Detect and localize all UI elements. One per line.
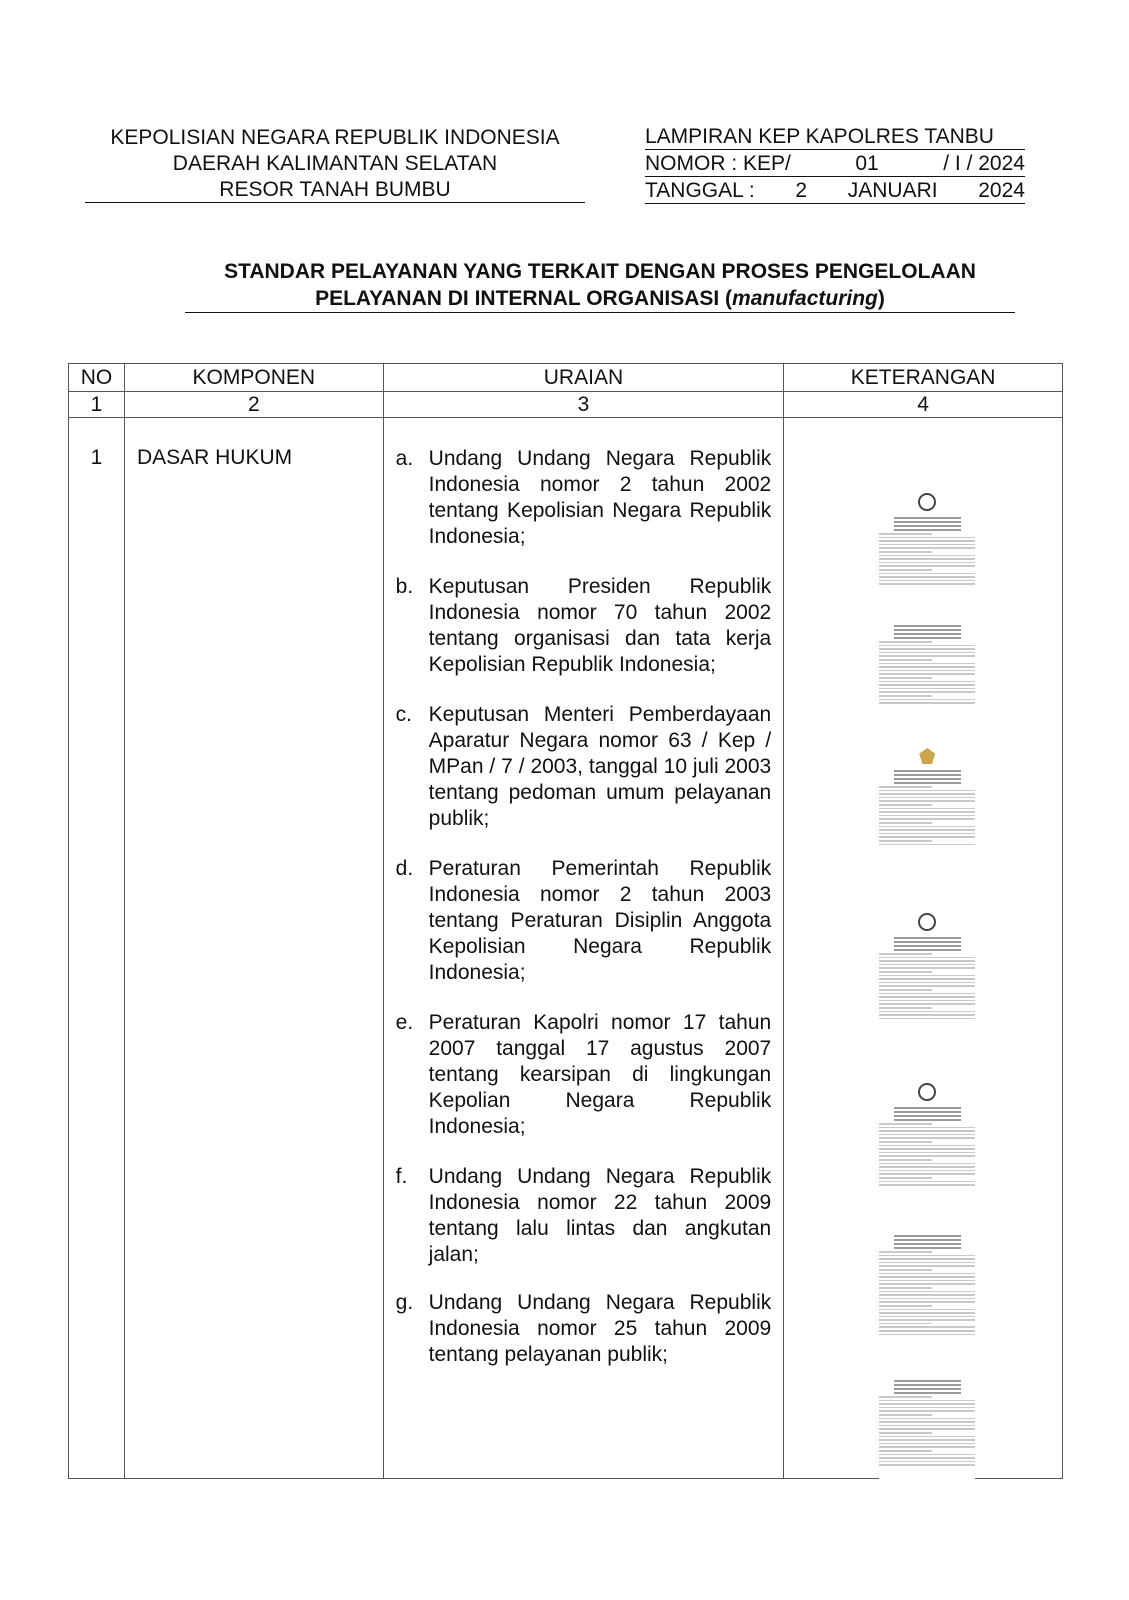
nomor-number: 01 bbox=[855, 152, 879, 175]
thumbnail-text-line bbox=[879, 1443, 975, 1445]
col-number: 1 bbox=[69, 392, 125, 418]
row-komponen: DASAR HUKUM bbox=[124, 418, 383, 1479]
list-item bbox=[396, 1164, 772, 1268]
thumbnail-text-line bbox=[879, 544, 975, 546]
thumbnail-text-line bbox=[879, 1155, 975, 1157]
title-line-2-italic: manufacturing bbox=[732, 287, 878, 310]
thumbnail-text-line bbox=[894, 525, 961, 527]
thumbnail-text-line bbox=[879, 1159, 932, 1161]
thumbnail-text-line bbox=[879, 562, 975, 564]
thumbnail-text-line bbox=[879, 1251, 932, 1253]
thumbnail-text-line bbox=[879, 555, 975, 557]
thumbnail-text-line bbox=[879, 659, 932, 661]
thumbnail-text-line bbox=[879, 1464, 975, 1466]
document-thumbnail bbox=[879, 1378, 975, 1488]
thumbnail-text-line bbox=[879, 1007, 932, 1009]
thumbnail-text-line bbox=[879, 580, 975, 582]
document-thumbnail bbox=[879, 1083, 975, 1208]
thumbnail-text-line bbox=[879, 655, 975, 657]
thumbnail-text-line bbox=[879, 677, 932, 679]
thumbnail-text-line bbox=[879, 1291, 975, 1293]
thumbnail-text-line bbox=[879, 1276, 975, 1278]
thumbnail-text-line bbox=[894, 774, 961, 776]
nomor-label: NOMOR : KEP/ bbox=[645, 152, 791, 175]
thumbnail-text-line bbox=[894, 949, 961, 951]
list-item-text: Keputusan Presiden Republik Indonesia nomor 70 tahun 2002 tentang organisasi dan tata kerja Kepolisian Republik Indonesia; bbox=[428, 575, 772, 676]
list-item-label: e. bbox=[395, 1011, 414, 1034]
col-number: 3 bbox=[383, 392, 784, 418]
thumbnail-text-line bbox=[879, 1319, 975, 1321]
thumbnail-text-line bbox=[894, 1235, 961, 1237]
thumbnail-text-line bbox=[879, 1312, 975, 1314]
thumbnail-text-line bbox=[894, 1388, 961, 1390]
lampiran-label: LAMPIRAN KEP KAPOLRES TANBU bbox=[645, 125, 1025, 150]
thumbnail-text-line bbox=[879, 576, 975, 578]
thumbnail-text-line bbox=[879, 1396, 932, 1398]
thumbnail-text-line bbox=[879, 967, 975, 969]
thumbnail-text-line bbox=[894, 782, 961, 784]
thumbnail-text-line bbox=[879, 826, 975, 828]
thumbnail-text-line bbox=[879, 957, 975, 959]
row-uraian bbox=[383, 418, 784, 1479]
thumbnail-text-line bbox=[879, 1330, 975, 1332]
thumbnail-text-line bbox=[879, 1446, 975, 1448]
header-region: DAERAH KALIMANTAN SELATAN bbox=[172, 152, 498, 175]
thumbnail-text-line bbox=[879, 1011, 975, 1013]
title-line-2-main: PELAYANAN DI INTERNAL ORGANISASI ( bbox=[315, 287, 733, 310]
thumbnail-text-line bbox=[879, 1414, 932, 1416]
thumbnail-text-line bbox=[879, 699, 975, 701]
thumbnail-text-line bbox=[879, 829, 975, 831]
thumbnail-text-line bbox=[879, 1152, 975, 1154]
thumbnail-text-line bbox=[879, 1014, 975, 1016]
thumbnail-text-line bbox=[879, 1403, 975, 1405]
thumbnail-text-line bbox=[879, 551, 932, 553]
thumbnail-text-line bbox=[879, 808, 975, 810]
list-item-label: a. bbox=[395, 447, 414, 470]
thumbnail-text-line bbox=[879, 1461, 975, 1463]
police-seal-icon bbox=[918, 913, 936, 931]
list-item-text: Keputusan Menteri Pemberdayaan Aparatur Negara nomor 63 / Kep / MPan / 7 / 2003, tanggal 10 juli 2003 tentang pedoman umum pelayanan publik; bbox=[428, 703, 772, 830]
list-item-label: d. bbox=[395, 857, 414, 880]
header-institution: KEPOLISIAN NEGARA REPUBLIK INDONESIA bbox=[110, 126, 560, 149]
thumbnail-text-line bbox=[879, 1410, 975, 1412]
uraian-list bbox=[384, 418, 784, 1368]
thumbnail-text-line bbox=[879, 1316, 975, 1318]
header-right bbox=[645, 125, 1025, 206]
tanggal-label: TANGGAL : bbox=[645, 179, 755, 202]
document-thumbnail bbox=[879, 493, 975, 603]
thumbnail-text-line bbox=[879, 583, 975, 585]
thumbnail-text-line bbox=[879, 670, 975, 672]
standard-table bbox=[68, 363, 1063, 1479]
thumbnail-text-line bbox=[879, 953, 932, 955]
thumbnail-text-line bbox=[879, 1294, 975, 1296]
thumbnail-text-line bbox=[879, 1323, 932, 1325]
police-seal-icon bbox=[918, 493, 936, 511]
thumbnail-text-line bbox=[894, 1239, 961, 1241]
thumbnail-text-line bbox=[879, 1269, 932, 1271]
thumbnail-text-line bbox=[879, 811, 975, 813]
thumbnail-text-line bbox=[879, 1309, 975, 1311]
thumbnail-text-line bbox=[879, 681, 975, 683]
thumbnail-text-line bbox=[879, 1418, 975, 1420]
thumbnail-text-line bbox=[879, 569, 932, 571]
thumbnail-text-line bbox=[879, 1134, 975, 1136]
thumbnail-text-line bbox=[879, 797, 975, 799]
header-no: NO bbox=[69, 364, 125, 392]
title-line-2-end: ) bbox=[877, 287, 885, 310]
thumbnail-text-line bbox=[879, 833, 975, 835]
thumbnail-text-line bbox=[879, 840, 932, 842]
col-number: 2 bbox=[124, 392, 383, 418]
list-item-label: b. bbox=[395, 575, 414, 598]
list-item-label: f. bbox=[395, 1165, 408, 1188]
header-uraian: URAIAN bbox=[383, 364, 784, 392]
thumbnail-text-line bbox=[879, 648, 975, 650]
thumbnail-text-line bbox=[879, 1184, 975, 1186]
header-resor: RESOR TANAH BUMBU bbox=[85, 178, 585, 203]
thumbnail-text-line bbox=[894, 945, 961, 947]
thumbnail-text-line bbox=[879, 547, 975, 549]
table-row bbox=[69, 418, 1063, 1479]
thumbnail-text-line bbox=[879, 993, 975, 995]
thumbnail-text-line bbox=[879, 641, 932, 643]
thumbnail-text-line bbox=[894, 529, 961, 531]
header-keterangan: KETERANGAN bbox=[784, 364, 1063, 392]
thumbnail-text-line bbox=[894, 1111, 961, 1113]
thumbnail-text-line bbox=[894, 778, 961, 780]
thumbnail-text-line bbox=[879, 1287, 932, 1289]
thumbnail-text-line bbox=[879, 1258, 975, 1260]
col-number: 4 bbox=[784, 392, 1063, 418]
thumbnail-text-line bbox=[879, 844, 975, 846]
thumbnail-text-line bbox=[879, 1166, 975, 1168]
thumbnail-text-line bbox=[879, 573, 975, 575]
thumbnail-text-line bbox=[879, 978, 975, 980]
thumbnail-text-line bbox=[894, 1107, 961, 1109]
thumbnail-text-line bbox=[879, 1265, 975, 1267]
list-item-label: c. bbox=[395, 703, 412, 726]
thumbnail-text-line bbox=[879, 818, 975, 820]
thumbnail-text-line bbox=[879, 533, 932, 535]
garuda-emblem-icon bbox=[919, 748, 935, 764]
thumbnail-text-line bbox=[879, 688, 975, 690]
thumbnail-text-line bbox=[894, 625, 961, 627]
column-number-row bbox=[69, 392, 1063, 418]
list-item bbox=[396, 856, 772, 986]
thumbnail-text-line bbox=[879, 1428, 975, 1430]
thumbnail-text-line bbox=[879, 1334, 975, 1336]
list-item-label: g. bbox=[395, 1291, 414, 1314]
thumbnail-text-line bbox=[879, 1018, 975, 1020]
thumbnail-text-line bbox=[879, 1421, 975, 1423]
list-item-text: Undang Undang Negara Republik Indonesia nomor 22 tahun 2009 tentang lalu lintas dan angkutan jalan; bbox=[428, 1165, 772, 1266]
thumbnail-text-line bbox=[879, 996, 975, 998]
thumbnail-text-line bbox=[879, 985, 975, 987]
thumbnail-text-line bbox=[879, 1170, 975, 1172]
thumbnail-text-line bbox=[879, 663, 975, 665]
thumbnail-text-line bbox=[879, 1301, 975, 1303]
thumbnail-text-line bbox=[894, 633, 961, 635]
thumbnail-text-line bbox=[879, 540, 975, 542]
thumbnail-text-line bbox=[879, 1123, 932, 1125]
thumbnail-text-line bbox=[894, 941, 961, 943]
thumbnail-text-line bbox=[879, 1450, 932, 1452]
tanggal-line bbox=[645, 179, 1025, 204]
thumbnail-text-line bbox=[879, 1454, 975, 1456]
document-title bbox=[185, 258, 1015, 313]
thumbnail-text-line bbox=[879, 1255, 975, 1257]
thumbnail-text-line bbox=[879, 1137, 975, 1139]
thumbnail-text-line bbox=[879, 1177, 932, 1179]
thumbnail-text-line bbox=[879, 684, 975, 686]
header-left bbox=[80, 125, 590, 203]
document-thumbnail bbox=[879, 748, 975, 868]
thumbnail-text-line bbox=[879, 558, 975, 560]
thumbnail-text-line bbox=[879, 666, 975, 668]
thumbnail-text-line bbox=[879, 1148, 975, 1150]
thumbnail-text-line bbox=[879, 1283, 975, 1285]
thumbnail-text-line bbox=[879, 822, 932, 824]
thumbnail-text-line bbox=[879, 1457, 975, 1459]
thumbnail-text-line bbox=[879, 793, 975, 795]
tanggal-year: 2024 bbox=[978, 179, 1025, 202]
thumbnail-text-line bbox=[879, 695, 932, 697]
thumbnail-text-line bbox=[879, 1432, 932, 1434]
tanggal-month: JANUARI bbox=[847, 179, 938, 202]
thumbnail-text-line bbox=[879, 804, 932, 806]
thumbnail-text-line bbox=[879, 964, 975, 966]
thumbnail-text-line bbox=[879, 960, 975, 962]
thumbnail-text-line bbox=[879, 1000, 975, 1002]
title-line-2 bbox=[185, 285, 1015, 313]
thumbnail-text-line bbox=[879, 1130, 975, 1132]
nomor-line bbox=[645, 152, 1025, 177]
thumbnail-text-line bbox=[879, 1436, 975, 1438]
thumbnail-text-line bbox=[879, 565, 975, 567]
thumbnail-text-line bbox=[879, 1400, 975, 1402]
thumbnail-text-line bbox=[879, 1145, 975, 1147]
thumbnail-text-line bbox=[879, 1298, 975, 1300]
tanggal-day: 2 bbox=[795, 179, 808, 202]
thumbnail-text-line bbox=[879, 652, 975, 654]
thumbnail-text-line bbox=[879, 702, 975, 704]
list-item-text: Peraturan Pemerintah Republik Indonesia nomor 2 tahun 2003 tentang Peraturan Disiplin Anggota Kepolisian Negara Republik Indonesia; bbox=[428, 857, 772, 984]
thumbnail-text-line bbox=[879, 836, 975, 838]
thumbnail-text-line bbox=[879, 1425, 975, 1427]
thumbnail-text-line bbox=[894, 770, 961, 772]
thumbnail-text-line bbox=[879, 1262, 975, 1264]
thumbnail-text-line bbox=[879, 989, 932, 991]
row-keterangan bbox=[784, 418, 1063, 1479]
thumbnail-text-line bbox=[894, 1119, 961, 1121]
thumbnail-text-line bbox=[879, 673, 975, 675]
thumbnail-text-line bbox=[879, 975, 975, 977]
thumbnail-text-line bbox=[894, 1247, 961, 1249]
thumbnail-text-line bbox=[894, 937, 961, 939]
thumbnail-text-line bbox=[879, 1280, 975, 1282]
thumbnail-text-line bbox=[879, 645, 975, 647]
thumbnail-text-line bbox=[879, 1326, 975, 1328]
list-item-text: Undang Undang Negara Republik Indonesia nomor 2 tahun 2002 tentang Kepolisian Negara Republik Indonesia; bbox=[428, 447, 772, 548]
document-thumbnail bbox=[879, 913, 975, 1043]
list-item bbox=[396, 446, 772, 550]
thumbnail-text-line bbox=[879, 691, 975, 693]
thumbnail-text-line bbox=[879, 790, 975, 792]
thumbnail-text-line bbox=[894, 521, 961, 523]
header-komponen: KOMPONEN bbox=[124, 364, 383, 392]
thumbnail-text-line bbox=[879, 1439, 975, 1441]
thumbnail-text-line bbox=[879, 815, 975, 817]
thumbnail-text-line bbox=[879, 800, 975, 802]
row-number: 1 bbox=[69, 418, 125, 1479]
list-item-text: Undang Undang Negara Republik Indonesia nomor 25 tahun 2009 tentang pelayanan publik; bbox=[428, 1291, 772, 1366]
thumbnail-text-line bbox=[879, 971, 932, 973]
thumbnail-text-line bbox=[894, 517, 961, 519]
table-header-row bbox=[69, 364, 1063, 392]
document-thumbnail bbox=[879, 623, 975, 723]
thumbnail-text-line bbox=[894, 637, 961, 639]
list-item-text: Peraturan Kapolri nomor 17 tahun 2007 tanggal 17 agustus 2007 tentang kearsipan di lingkungan Kepolian Negara Republik Indonesia; bbox=[428, 1011, 772, 1138]
thumbnail-text-line bbox=[879, 982, 975, 984]
thumbnail-text-line bbox=[879, 786, 932, 788]
document-thumbnail bbox=[879, 1233, 975, 1363]
list-item bbox=[396, 1010, 772, 1140]
list-item bbox=[396, 702, 772, 832]
thumbnail-text-line bbox=[894, 1243, 961, 1245]
thumbnail-text-line bbox=[894, 1384, 961, 1386]
thumbnail-text-line bbox=[879, 1273, 975, 1275]
list-item bbox=[396, 1290, 772, 1368]
thumbnail-text-line bbox=[879, 1305, 932, 1307]
thumbnail-text-line bbox=[879, 1181, 975, 1183]
thumbnail-text-line bbox=[879, 1141, 932, 1143]
thumbnail-text-line bbox=[879, 1173, 975, 1175]
thumbnail-text-line bbox=[894, 1115, 961, 1117]
thumbnail-text-line bbox=[879, 1407, 975, 1409]
thumbnail-text-line bbox=[879, 1163, 975, 1165]
thumbnail-text-line bbox=[879, 1003, 975, 1005]
thumbnail-text-line bbox=[894, 629, 961, 631]
thumbnail-text-line bbox=[879, 1127, 975, 1129]
thumbnail-text-line bbox=[894, 1392, 961, 1394]
thumbnail-text-line bbox=[879, 537, 975, 539]
nomor-suffix: / I / 2024 bbox=[943, 152, 1025, 175]
list-item bbox=[396, 574, 772, 678]
police-seal-icon bbox=[918, 1083, 936, 1101]
title-line-1: STANDAR PELAYANAN YANG TERKAIT DENGAN PROSES PENGELOLAAN bbox=[224, 260, 976, 283]
thumbnail-text-line bbox=[894, 1380, 961, 1382]
